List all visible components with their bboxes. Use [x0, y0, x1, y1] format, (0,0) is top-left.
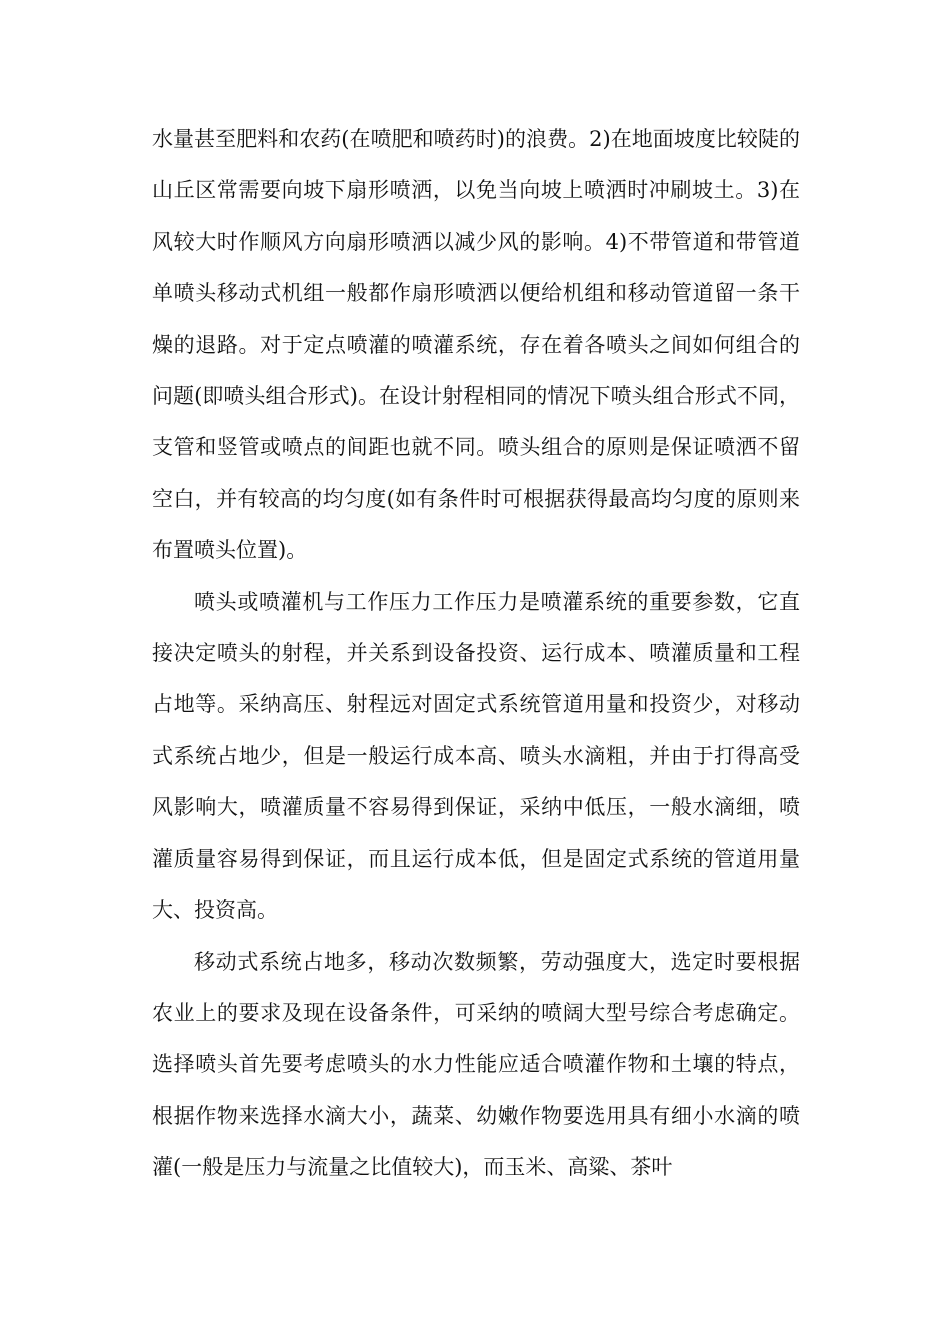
- body-text: [152, 114, 800, 1194]
- paragraph-3: 移动式系统占地多，移动次数频繁，劳动强度大，选定时要根据农业上的要求及现在设备条件，可采纳的喷阔大型号综合考虑确定。选择喷头首先要考虑喷头的水力性能应适合喷灌作物和土壤的特点，根据作物来选择水滴大小，蔬菜、幼嫩作物要选用具有细小水滴的喷灌(一般是压力与流量之比值较大)，而玉米、高粱、茶叶: [152, 949, 800, 1180]
- paragraph-2: 喷头或喷灌机与工作压力工作压力是喷灌系统的重要参数，它直接决定喷头的射程，并关系到设备投资、运行成本、喷灌质量和工程占地等。采纳高压、射程远对固定式系统管道用量和投资少，对移动式系统占地少，但是一般运行成本高、喷头水滴粗，并由于打得高受风影响大，喷灌质量不容易得到保证，采纳中低压，一般水滴细，喷灌质量容易得到保证，而且运行成本低，但是固定式系统的管道用量大、投资高。: [152, 589, 800, 923]
- paragraph-1: 水量甚至肥料和农药(在喷肥和喷药时)的浪费。2)在地面坡度比较陡的山丘区常需要向坡下扇形喷洒，以免当向坡上喷洒时冲刷坡土。3)在风较大时作顺风方向扇形喷洒以减少风的影响。4)不带管道和带管道单喷头移动式机组一般都作扇形喷洒以便给机组和移动管道留一条干燥的退路。对于定点喷灌的喷灌系统，存在着各喷头之间如何组合的问题(即喷头组合形式)。在设计射程相同的情况下喷头组合形式不同，支管和竖管或喷点的间距也就不同。喷头组合的原则是保证喷洒不留空白，并有较高的均匀度(如有条件时可根据获得最高均匀度的原则来布置喷头位置)。: [152, 127, 800, 563]
